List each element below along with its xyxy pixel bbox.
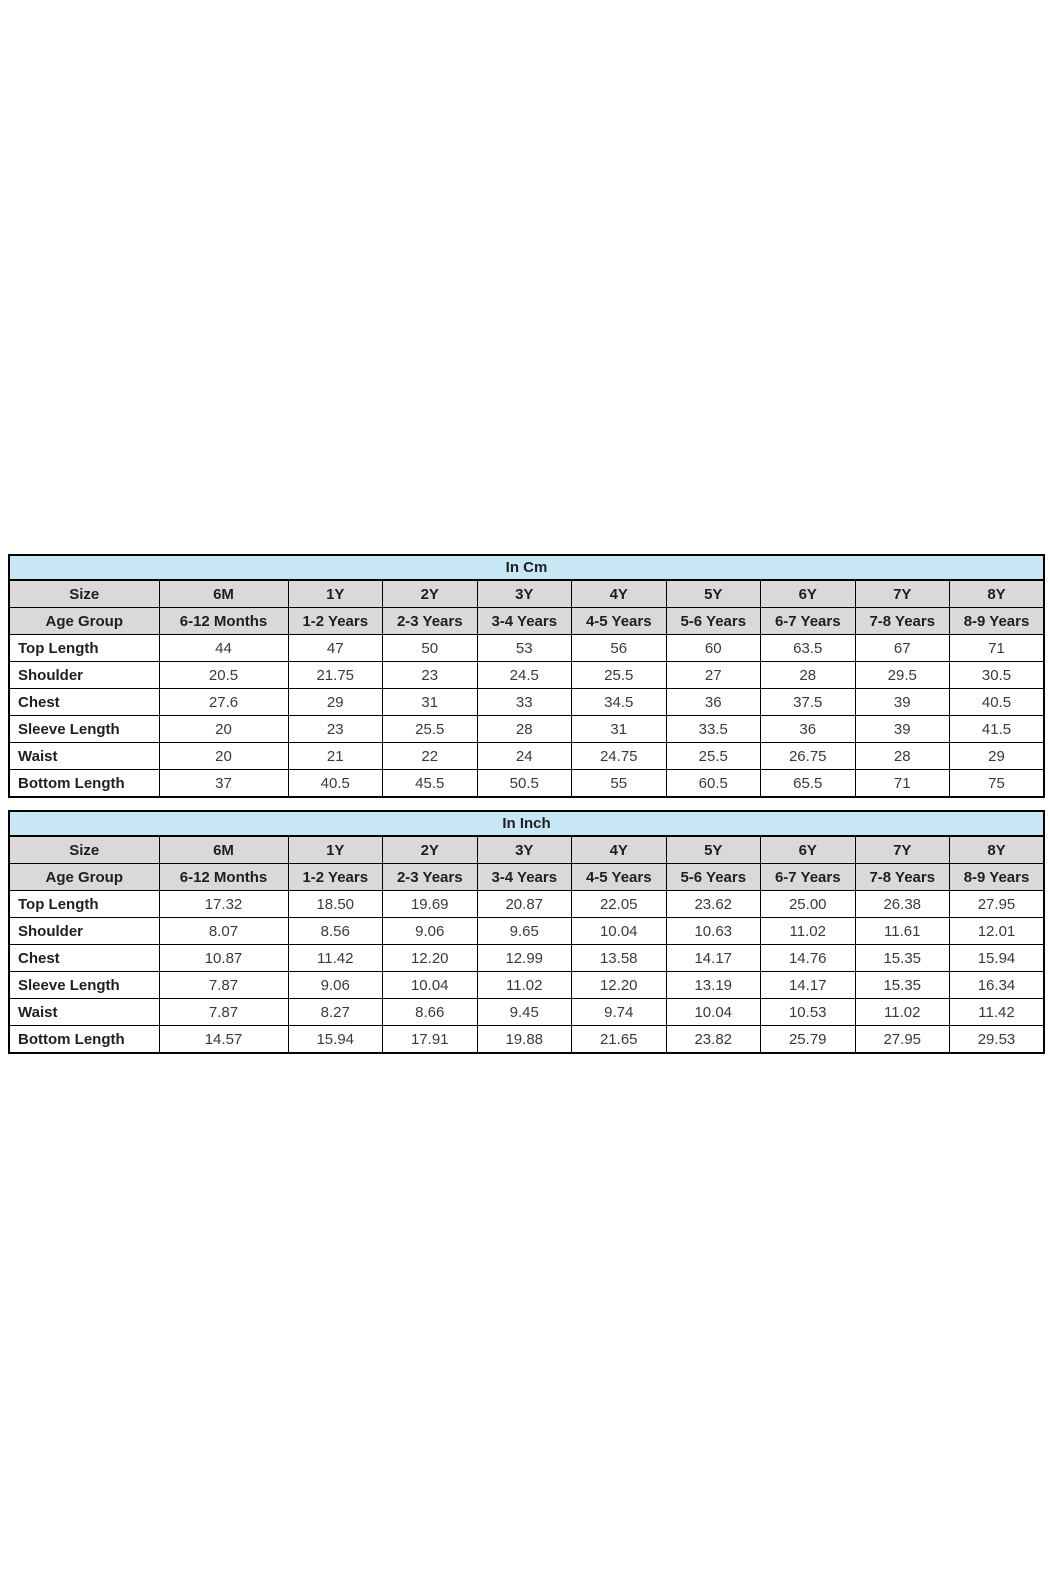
value-cell: 7.87 [159, 972, 288, 999]
age-group-header: 4-5 Years [572, 864, 667, 891]
size-table-inch [8, 810, 1045, 1054]
size-header: 3Y [477, 580, 572, 608]
value-cell: 67 [855, 635, 950, 662]
value-cell: 39 [855, 716, 950, 743]
measurement-label: Top Length [9, 635, 159, 662]
table-title: In Inch [9, 811, 1044, 836]
value-cell: 55 [572, 770, 667, 798]
age-group-header: 3-4 Years [477, 608, 572, 635]
age-group-header: 2-3 Years [383, 864, 478, 891]
value-cell: 16.34 [950, 972, 1045, 999]
table-row [9, 945, 1044, 972]
value-cell: 33.5 [666, 716, 761, 743]
value-cell: 25.5 [666, 743, 761, 770]
value-cell: 19.69 [383, 891, 478, 918]
table-row [9, 662, 1044, 689]
size-header: 7Y [855, 580, 950, 608]
age-group-row [9, 864, 1044, 891]
value-cell: 65.5 [761, 770, 856, 798]
table-row [9, 716, 1044, 743]
value-cell: 12.01 [950, 918, 1045, 945]
value-cell: 9.74 [572, 999, 667, 1026]
value-cell: 25.79 [761, 1026, 856, 1054]
age-group-header: 6-7 Years [761, 608, 856, 635]
value-cell: 12.20 [572, 972, 667, 999]
value-cell: 10.63 [666, 918, 761, 945]
size-header: 8Y [950, 836, 1045, 864]
value-cell: 11.42 [288, 945, 383, 972]
size-header: 2Y [383, 836, 478, 864]
size-header: 4Y [572, 580, 667, 608]
value-cell: 27.6 [159, 689, 288, 716]
age-group-header: 8-9 Years [950, 608, 1045, 635]
value-cell: 10.04 [383, 972, 478, 999]
value-cell: 10.04 [666, 999, 761, 1026]
age-group-header: 4-5 Years [572, 608, 667, 635]
value-cell: 37 [159, 770, 288, 798]
age-group-header: 6-12 Months [159, 608, 288, 635]
size-header: 4Y [572, 836, 667, 864]
measurement-label: Bottom Length [9, 1026, 159, 1054]
age-group-row [9, 608, 1044, 635]
value-cell: 25.00 [761, 891, 856, 918]
table-row [9, 972, 1044, 999]
value-cell: 9.06 [288, 972, 383, 999]
value-cell: 20.87 [477, 891, 572, 918]
value-cell: 20.5 [159, 662, 288, 689]
value-cell: 63.5 [761, 635, 856, 662]
value-cell: 71 [950, 635, 1045, 662]
value-cell: 21 [288, 743, 383, 770]
value-cell: 11.61 [855, 918, 950, 945]
value-cell: 28 [477, 716, 572, 743]
value-cell: 39 [855, 689, 950, 716]
value-cell: 26.75 [761, 743, 856, 770]
value-cell: 27.95 [950, 891, 1045, 918]
size-table-cm [8, 554, 1045, 798]
value-cell: 24.75 [572, 743, 667, 770]
value-cell: 25.5 [383, 716, 478, 743]
value-cell: 14.17 [761, 972, 856, 999]
value-cell: 23.82 [666, 1026, 761, 1054]
size-row-label: Size [9, 580, 159, 608]
value-cell: 34.5 [572, 689, 667, 716]
value-cell: 11.02 [761, 918, 856, 945]
measurement-label: Bottom Length [9, 770, 159, 798]
value-cell: 11.02 [477, 972, 572, 999]
age-group-header: 5-6 Years [666, 608, 761, 635]
value-cell: 24 [477, 743, 572, 770]
value-cell: 13.58 [572, 945, 667, 972]
age-group-header: 8-9 Years [950, 864, 1045, 891]
value-cell: 31 [383, 689, 478, 716]
value-cell: 24.5 [477, 662, 572, 689]
value-cell: 60.5 [666, 770, 761, 798]
age-group-header: 7-8 Years [855, 608, 950, 635]
age-group-header: 6-7 Years [761, 864, 856, 891]
value-cell: 53 [477, 635, 572, 662]
value-cell: 15.94 [288, 1026, 383, 1054]
size-row-label: Size [9, 836, 159, 864]
age-group-header: 6-12 Months [159, 864, 288, 891]
value-cell: 8.27 [288, 999, 383, 1026]
value-cell: 13.19 [666, 972, 761, 999]
table-row [9, 891, 1044, 918]
measurement-label: Chest [9, 689, 159, 716]
value-cell: 10.87 [159, 945, 288, 972]
value-cell: 11.02 [855, 999, 950, 1026]
value-cell: 30.5 [950, 662, 1045, 689]
value-cell: 15.94 [950, 945, 1045, 972]
age-group-header: 2-3 Years [383, 608, 478, 635]
value-cell: 27.95 [855, 1026, 950, 1054]
table-row [9, 1026, 1044, 1054]
size-header: 8Y [950, 580, 1045, 608]
table-title: In Cm [9, 555, 1044, 580]
value-cell: 29 [288, 689, 383, 716]
value-cell: 17.32 [159, 891, 288, 918]
value-cell: 22.05 [572, 891, 667, 918]
value-cell: 28 [761, 662, 856, 689]
measurement-label: Chest [9, 945, 159, 972]
value-cell: 8.56 [288, 918, 383, 945]
value-cell: 50.5 [477, 770, 572, 798]
value-cell: 19.88 [477, 1026, 572, 1054]
value-cell: 41.5 [950, 716, 1045, 743]
value-cell: 14.57 [159, 1026, 288, 1054]
value-cell: 17.91 [383, 1026, 478, 1054]
value-cell: 36 [761, 716, 856, 743]
value-cell: 9.06 [383, 918, 478, 945]
size-header: 6Y [761, 836, 856, 864]
value-cell: 60 [666, 635, 761, 662]
table-row [9, 689, 1044, 716]
value-cell: 12.99 [477, 945, 572, 972]
value-cell: 11.42 [950, 999, 1045, 1026]
value-cell: 37.5 [761, 689, 856, 716]
value-cell: 7.87 [159, 999, 288, 1026]
value-cell: 20 [159, 716, 288, 743]
table-row [9, 770, 1044, 798]
age-group-header: 7-8 Years [855, 864, 950, 891]
measurement-label: Waist [9, 999, 159, 1026]
measurement-label: Sleeve Length [9, 972, 159, 999]
value-cell: 36 [666, 689, 761, 716]
value-cell: 47 [288, 635, 383, 662]
value-cell: 29.53 [950, 1026, 1045, 1054]
value-cell: 45.5 [383, 770, 478, 798]
table-title-row [9, 555, 1044, 580]
value-cell: 50 [383, 635, 478, 662]
size-header-row [9, 580, 1044, 608]
value-cell: 71 [855, 770, 950, 798]
size-header: 7Y [855, 836, 950, 864]
value-cell: 23 [288, 716, 383, 743]
size-header: 5Y [666, 836, 761, 864]
age-group-header: 3-4 Years [477, 864, 572, 891]
table-row [9, 635, 1044, 662]
size-header: 1Y [288, 580, 383, 608]
age-row-label: Age Group [9, 608, 159, 635]
age-row-label: Age Group [9, 864, 159, 891]
value-cell: 27 [666, 662, 761, 689]
table-row [9, 999, 1044, 1026]
value-cell: 21.75 [288, 662, 383, 689]
table-row [9, 743, 1044, 770]
value-cell: 20 [159, 743, 288, 770]
value-cell: 40.5 [288, 770, 383, 798]
size-header: 3Y [477, 836, 572, 864]
value-cell: 29.5 [855, 662, 950, 689]
age-group-header: 1-2 Years [288, 608, 383, 635]
value-cell: 15.35 [855, 945, 950, 972]
age-group-header: 5-6 Years [666, 864, 761, 891]
value-cell: 22 [383, 743, 478, 770]
size-header: 6M [159, 836, 288, 864]
measurement-label: Sleeve Length [9, 716, 159, 743]
value-cell: 21.65 [572, 1026, 667, 1054]
value-cell: 26.38 [855, 891, 950, 918]
value-cell: 9.45 [477, 999, 572, 1026]
size-header: 1Y [288, 836, 383, 864]
value-cell: 10.53 [761, 999, 856, 1026]
size-header: 6Y [761, 580, 856, 608]
value-cell: 31 [572, 716, 667, 743]
value-cell: 14.17 [666, 945, 761, 972]
value-cell: 23 [383, 662, 478, 689]
value-cell: 25.5 [572, 662, 667, 689]
value-cell: 12.20 [383, 945, 478, 972]
value-cell: 44 [159, 635, 288, 662]
value-cell: 56 [572, 635, 667, 662]
value-cell: 75 [950, 770, 1045, 798]
value-cell: 29 [950, 743, 1045, 770]
value-cell: 23.62 [666, 891, 761, 918]
value-cell: 8.07 [159, 918, 288, 945]
value-cell: 9.65 [477, 918, 572, 945]
value-cell: 33 [477, 689, 572, 716]
age-group-header: 1-2 Years [288, 864, 383, 891]
measurement-label: Top Length [9, 891, 159, 918]
value-cell: 14.76 [761, 945, 856, 972]
measurement-label: Waist [9, 743, 159, 770]
size-header: 2Y [383, 580, 478, 608]
table-row [9, 918, 1044, 945]
value-cell: 15.35 [855, 972, 950, 999]
value-cell: 28 [855, 743, 950, 770]
value-cell: 18.50 [288, 891, 383, 918]
size-header: 6M [159, 580, 288, 608]
size-header-row [9, 836, 1044, 864]
size-header: 5Y [666, 580, 761, 608]
value-cell: 40.5 [950, 689, 1045, 716]
value-cell: 10.04 [572, 918, 667, 945]
measurement-label: Shoulder [9, 662, 159, 689]
value-cell: 8.66 [383, 999, 478, 1026]
table-title-row [9, 811, 1044, 836]
measurement-label: Shoulder [9, 918, 159, 945]
